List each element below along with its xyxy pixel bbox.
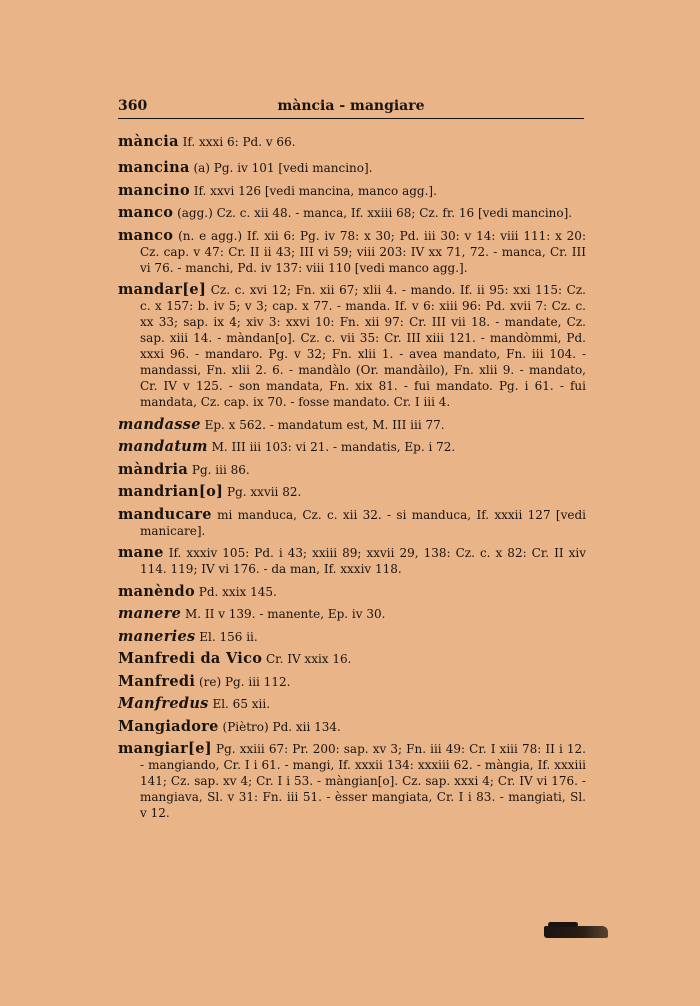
entry-text: M. II v 139. - manente, Ep. iv 30. [181,607,386,621]
entry-mandatum [118,439,586,455]
entry-mancina [118,160,586,176]
entry-mancia [118,134,586,150]
entry-lemma: manere [118,605,182,622]
entry-lemma: manco [118,204,174,221]
entry-text: (n. e agg.) If. xii 6: Pg. iv 78: x 30; Pd. iii 30: v 14: viii 111: x 20: Cz. cap. v 47: Cr. II ii 43; III vi 59; viii 203: IV xx 71, 72. - manca, Cr. III vi 76. - manchi, Pd. iv 137: viii 110 [vedi manco agg.]. [140,228,586,275]
entry-lemma: mandar[e] [118,281,207,298]
entry-manendo [118,584,586,600]
entry-lemma: manducare [118,505,212,523]
entry-lemma: mandrian[o] [118,483,224,500]
entry-text: El. 156 ii. [195,629,258,644]
entry-mandria [118,462,586,478]
entry-manere [118,606,586,622]
entry-lemma: Mangiadore [118,717,219,735]
entry-text: If. xxxiv 105: Pd. i 43; xxiii 89; xxvii 29, 138: Cz. c. x 82: Cr. II xiv 114. 119; IV vi 176. - da man, If. xxxiv 118. [140,546,586,576]
entry-lemma: mane [118,544,164,561]
entry-text: If. xxvi 126 [vedi mancina, manco agg.]. [189,183,437,198]
dictionary-entries [118,134,586,828]
entry-text: (a) Pg. iv 101 [vedi mancino]. [189,161,373,175]
entry-lemma: mandatum [118,438,208,455]
entry-text: El. 65 xii. [208,697,271,711]
entry-lemma: Manfredus [118,695,209,712]
entry-lemma: mangiar[e] [118,740,212,757]
entry-text: Cz. c. xvi 12; Fn. xii 67; xlii 4. - mando. If. ii 95: xxi 115: Cz. c. x 157: b. iv 5; v 3; cap. x 77. - manda. If. v 6: xiii 96: Pd. xvii 7: Cz. c. xx 33; sap. ix 4; xiv 3: xxvi 10: Fn. xii 97: Cr. III vii 18. - mandate, Cz. sap. xiii 14. - màndan[o]. Cz. c. vii 35: Cr. III xiii 121. - mandòmmi, Pd. xxxi 96. - mandaro. Pg. v 32; Fn. xlii 1. - avea mandato, Fn. iii 104. - mandassi, Fn. xlii 2. 6. - mandàlo (Or. mandàilo), Fn. xlii 9. - mandato, Cr. IV v 125. - son mandata, Fn. xix 81. - fui mandato. Pg. i 61. - fui mandata, Cz. cap. ix 70. - fosse mandato. Cr. I iii 4. [140,283,586,409]
entry-text: (Piètro) Pd. xii 134. [218,719,341,734]
entry-mane [118,545,586,577]
entry-text: Pg. xxvii 82. [223,485,302,499]
entry-mandasse [118,417,586,433]
entry-maneries [118,629,586,645]
entry-text: Pd. xxix 145. [194,584,277,599]
entry-lemma: maneries [118,627,196,645]
entry-manfredi-re [118,674,586,690]
running-head: mància - mangiare [277,98,425,114]
entry-text: If. xxxi 6: Pd. v 66. [178,135,296,149]
entry-manco-agg [118,205,586,221]
entry-lemma: Manfredi [118,672,196,690]
running-header [118,96,584,119]
ink-smudge-mark [544,926,608,938]
entry-lemma: Manfredi da Vico [118,650,263,667]
page-number: 360 [118,98,148,114]
entry-text: Pg. xxiii 67: Pr. 200: sap. xv 3; Fn. iii 49: Cr. I xiii 78: II i 12. - mangiando, Cr. I i 61. - mangi, If. xxxii 134: xxxiii 62. - màngia, If. xxxiii 141; Cz. sap. xv 4; Cr. I i 53. - màngian[o]. Cz. sap. xxxi 4; Cr. IV vi 176. - mangiava, Sl. v 31: Fn. iii 51. - èsser mangiata, Cr. I i 83. - mangiati, Sl. v 12. [140,742,586,820]
entry-lemma: màndria [118,460,189,478]
entry-mandriano [118,484,586,500]
entry-manducare [118,507,586,539]
entry-text: M. III iii 103: vi 21. - mandatis, Ep. i 72. [207,440,456,454]
entry-lemma: mancina [118,159,190,176]
entry-lemma: mància [118,133,179,150]
entry-lemma: manèndo [118,582,195,600]
entry-lemma: mancino [118,181,190,199]
entry-mancino [118,183,586,199]
entry-lemma: manco [118,226,174,244]
entry-mandare [118,282,586,410]
entry-manfredi-da-vico [118,651,586,667]
entry-mangiadore [118,719,586,735]
entry-manfredus [118,696,586,712]
entry-text: Ep. x 562. - mandatum est, M. III iii 77. [200,417,445,432]
entry-text: (agg.) Cz. c. xii 48. - manca, If. xxiii 68; Cz. fr. 16 [vedi mancino]. [173,206,573,220]
entry-lemma: mandasse [118,415,201,433]
entry-text: mi manduca, Cz. c. xii 32. - si manduca, If. xxxii 127 [vedi manicare]. [140,507,586,538]
entry-mangiare [118,741,586,821]
entry-text: (re) Pg. iii 112. [195,674,291,689]
entry-text: Cr. IV xxix 16. [262,652,352,666]
entry-text: Pg. iii 86. [188,462,250,477]
entry-manco-n [118,228,586,276]
